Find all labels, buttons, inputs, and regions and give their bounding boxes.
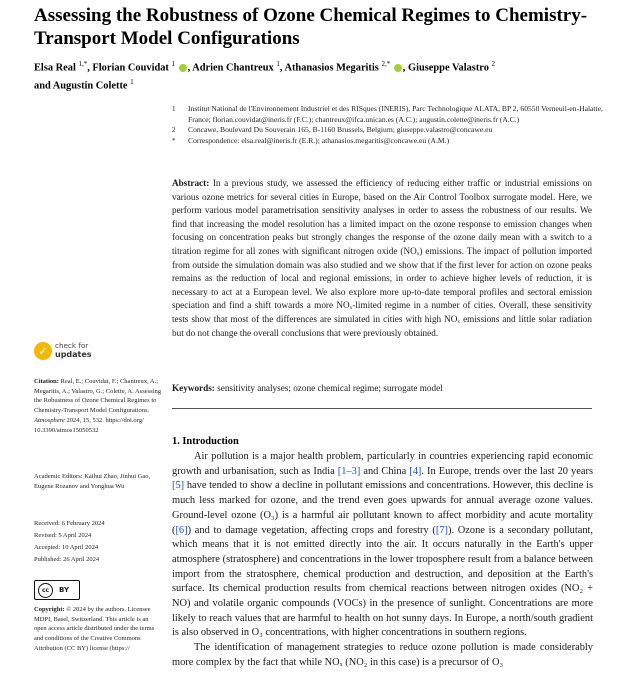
orcid-icon[interactable] [179, 64, 187, 72]
check-line-2: updates [55, 350, 92, 359]
editors-label: Academic Editors: [34, 473, 83, 480]
introduction-body [172, 450, 593, 675]
authors-line-1 [34, 57, 614, 75]
date-received: Received: 6 February 2024 [34, 520, 105, 527]
section-title: 1. Introduction [172, 436, 239, 447]
reference-link[interactable]: [5] [172, 480, 185, 492]
checkmark-icon: ✓ [34, 342, 52, 360]
paper-title: Assessing the Robustness of Ozone Chemical Regimes to Chemistry-Transport Model Configurations [34, 5, 588, 49]
orcid-icon[interactable] [394, 64, 402, 72]
authors-line-2 [34, 75, 614, 93]
text-run: have tended to show a decline in pollutant emissions and concentrations. However, this decline is much less marked for ozone, and the trend even goes upwards for annual average ozone values. Ground-level ozone (O₃) is a harmful air pollutant known to affect morbidity and acute mortality ( [172, 480, 593, 536]
reference-link[interactable]: [1–3] [337, 465, 361, 477]
intro-paragraph-1 [172, 450, 593, 641]
abstract-text: In a previous study, we assessed the efficiency of reducing either traffic or industrial emissions on various ozone metrics for several cities in Europe, based on the Air Control Toolbox surrogate model. Here, we perform various model parametrisation sensitivity analyses in order to assess the robustness of our results. We find that increasing the model resolution has a limited impact on the ozone response to emission changes when focusing on concentration peaks but strongly changes the response of the ozone daily mean with a switch to a titration regime for all zones with significant nitrogen oxide (NOₓ) emissions. The impact of pollution imported from outside the simulation domain was also studied and we show that if the first lever for action on ozone peaks remains as the reduction of local and regional emissions, in order to achieve higher levels of reduction, it is necessary to act at a European level. We also explore more up-to-date temporal profiles and sectoral emission speciation and find a shift towards a more NOₓ-limited regime in a number of cities. Overall, these sensitivity tests show that most of the differences are simulated in cities with high NOₓ emissions and little solar radiation but do not change the overall conclusions that were previously obtained. [172, 178, 593, 338]
affiliation-mark: * [172, 137, 176, 146]
abstract-label: Abstract: [172, 178, 210, 188]
reference-link[interactable]: [6] [175, 524, 188, 536]
author-megaritis[interactable]: , Athanasios Megaritis [279, 62, 382, 74]
intro-paragraph-2: The identification of management strategies to reduce ozone pollution is made considerably more complex by the fact that while NOₓ (NO₂ in this case) is a precursor of O₃ [172, 642, 593, 668]
keywords-text: sensitivity analyses; ozone chemical regime; surrogate model [217, 383, 443, 393]
date-accepted: Accepted: 10 April 2024 [34, 544, 99, 551]
author-sup: 1 [276, 60, 280, 68]
copyright-block [34, 605, 162, 654]
dates-block [34, 518, 162, 566]
author-sup: 2,* [381, 60, 391, 68]
author-colette[interactable]: and Augustin Colette [34, 80, 131, 92]
citation-block [34, 377, 162, 435]
affiliation-text: Correspondence: elsa.real@ineris.fr (E.R.); athanasios.megaritis@concawe.eu (A.M.) [188, 136, 450, 146]
copyright-text: © 2024 by the authors. Licensee MDPI, Basel, Switzerland. This article is an open access article distributed under the terms and conditions of the Creative Commons Attribution (CC BY) license (https:// [34, 606, 155, 652]
affiliation-mark: 2 [172, 126, 176, 135]
author-sup: 1 [130, 78, 134, 87]
cc-icon: cc [38, 583, 53, 598]
affiliation-mark: 1 [172, 105, 176, 113]
text-run: . In Europe, trends over the last 20 years [421, 465, 593, 477]
author-sup: 2 [491, 60, 496, 68]
section-divider [172, 408, 592, 409]
author-list [34, 57, 614, 94]
check-line-1: check for [55, 341, 89, 350]
affiliation-text: Concawe, Boulevard Du Souverain 165, B-1160 Brussels, Belgium; giuseppe.valastro@concawe.eu [188, 125, 493, 135]
affiliation-2 [172, 125, 612, 136]
correspondence [172, 136, 612, 147]
author-valastro[interactable]: , Giuseppe Valastro [402, 62, 492, 74]
academic-editors [34, 472, 162, 491]
author-sup: 1,* [78, 60, 88, 68]
keywords [172, 382, 592, 395]
check-for-updates-button[interactable] [34, 340, 124, 364]
by-icon: BY [59, 586, 70, 594]
affiliations [172, 104, 612, 147]
author-chantreux[interactable]: , Adrien Chantreux [187, 62, 277, 74]
text-run: Air pollution is a major health problem, particularly in countries experiencing rapid economic growth and urbanisation, such as India [172, 451, 593, 477]
editors-text: Kaihui Zhao, Jinhui Gao, Eugene Rozanov and Yonghua Wu [34, 473, 151, 490]
citation-rest[interactable]: 2024, 15, 532. https://doi.org/ 10.3390/atmos15050532 [34, 416, 144, 434]
author-couvidat[interactable]: , Florian Couvidat [87, 62, 172, 74]
affiliation-1 [172, 104, 612, 125]
text-run: ) and to damage vegetation, affecting crops and forestry ( [187, 524, 436, 536]
cc-by-license-icon[interactable] [34, 580, 80, 600]
text-run: ). Ozone is a secondary pollutant, which means that it is not emitted directly into the air. It occurs naturally in the Earth's upper atmosphere (stratosphere) and concentrations in the lower troposphere result from a balance between import from the stratosphere, chemical production and destruction, and deposition at the Earth's surface. Its chemical production results from chemical reactions between nitrogen oxides (NO₂ + NO) and volatile organic compounds (VOCs) in the presence of sunlight. Concentrations are more likely to reach values that are harmful to health on hot sunny days. In Europe, a north/south gradient is also observed in O₃ concentrations, with higher concentrations in southern regions. [172, 524, 593, 639]
date-revised: Revised: 5 April 2024 [34, 532, 92, 539]
copyright-label: Copyright: [34, 606, 65, 613]
author-sup: 1 [171, 60, 175, 68]
text-run: and China [360, 465, 410, 477]
affiliation-text: Institut National de l'Environnement Industriel et des RISques (INERIS), Parc Technologique ALATA, BP 2, 60550 Verneuil-en-Halatte, France; florian.couvidat@ineris.fr (F.C.); chantreux@ifca.unican.es (A.C.); augustin.colette@ineris.fr (A.C.) [188, 104, 603, 124]
keywords-label: Keywords: [172, 383, 215, 393]
abstract [172, 177, 592, 340]
check-for-updates-label [55, 341, 92, 359]
author-real[interactable]: Elsa Real [34, 62, 79, 74]
citation-text: Real, E.; Couvidat, F.; Chantreux, A.; Megaritis, A.; Valastro, G.; Colette, A. Assessing the Robustness of Ozone Chemical Regimes to Chemistry-Transport Model Configurations. [34, 378, 161, 415]
citation-journal: Atmosphere [34, 416, 65, 424]
reference-link[interactable]: [7] [435, 524, 448, 536]
date-published: Published: 26 April 2024 [34, 556, 100, 563]
citation-label: Citation: [34, 378, 59, 385]
reference-link[interactable]: [4] [409, 465, 422, 477]
